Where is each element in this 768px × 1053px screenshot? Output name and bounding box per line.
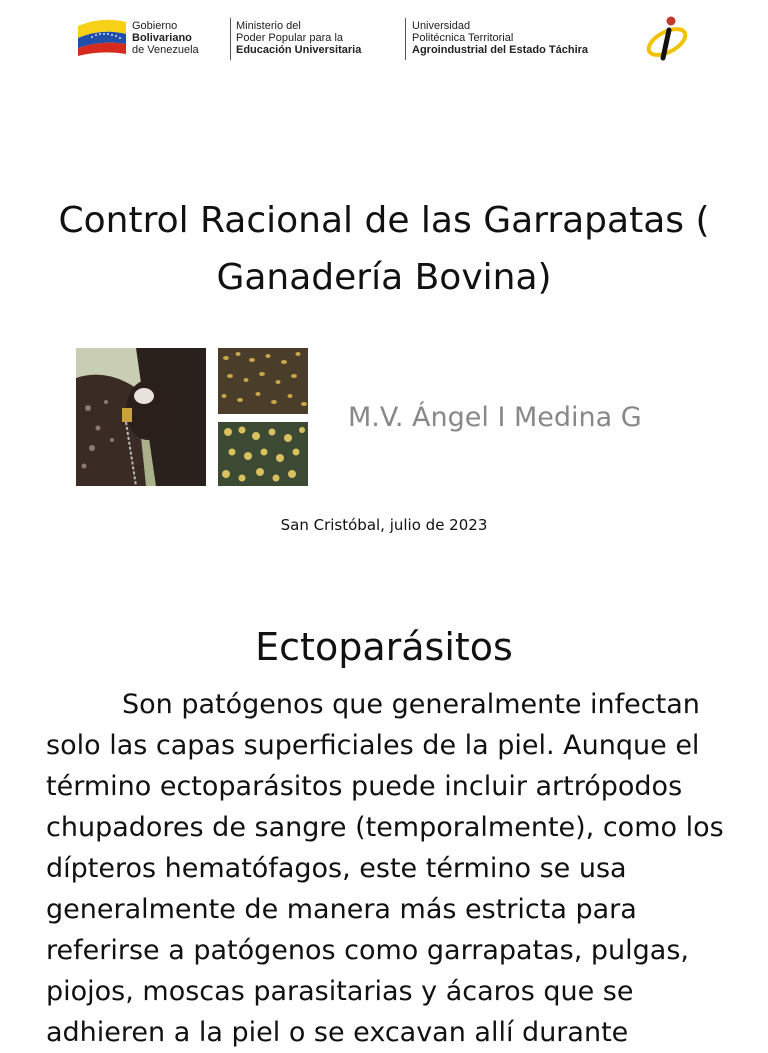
cattle-tick-photos — [76, 348, 310, 488]
uni-line-2: Politécnica Territorial — [412, 32, 514, 44]
place-and-date: San Cristóbal, julio de 2023 — [280, 516, 488, 534]
header-divider — [405, 18, 406, 60]
gov-line-3: de Venezuela — [132, 44, 199, 56]
ministry-label — [236, 20, 361, 56]
author-name: M.V. Ángel I Medina G — [348, 402, 642, 433]
cow-photo — [76, 348, 206, 486]
min-line-2: Poder Popular para la — [236, 32, 344, 44]
tick-closeup-photo — [218, 348, 308, 414]
gov-line-2: Bolivariano — [132, 32, 192, 44]
institution-header — [60, 10, 720, 66]
university-label — [412, 20, 588, 56]
gov-line-1: Gobierno — [132, 20, 178, 32]
min-line-3: Educación Universitaria — [236, 44, 362, 56]
uptaet-logo-icon — [642, 14, 692, 62]
min-line-1: Ministerio del — [236, 20, 301, 32]
section-paragraph: Son patógenos que generalmente infectan solo las capas superficiales de la piel. Aunque el término ectoparásitos puede incluir artrópodos chupadores de sangre (temporalmente), como los dípteros hematófagos, este término se usa generalmente de manera más estricta para referirse a patógenos como garrapatas, pulgas, piojos, moscas parasitarias y ácaros que se adhieren a la piel o se excavan allí durante — [46, 689, 724, 1048]
section-heading: Ectoparásitos — [255, 625, 513, 669]
header-divider — [230, 18, 231, 60]
tick-infestation-photo — [218, 422, 308, 486]
uni-line-1: Universidad — [412, 20, 471, 32]
government-label — [132, 20, 199, 56]
presentation-title: Control Racional de las Garrapatas ( Ganadería Bovina) — [58, 200, 710, 298]
venezuela-flag-icon — [76, 18, 128, 56]
uni-line-3: Agroindustrial del Estado Táchira — [412, 44, 589, 56]
